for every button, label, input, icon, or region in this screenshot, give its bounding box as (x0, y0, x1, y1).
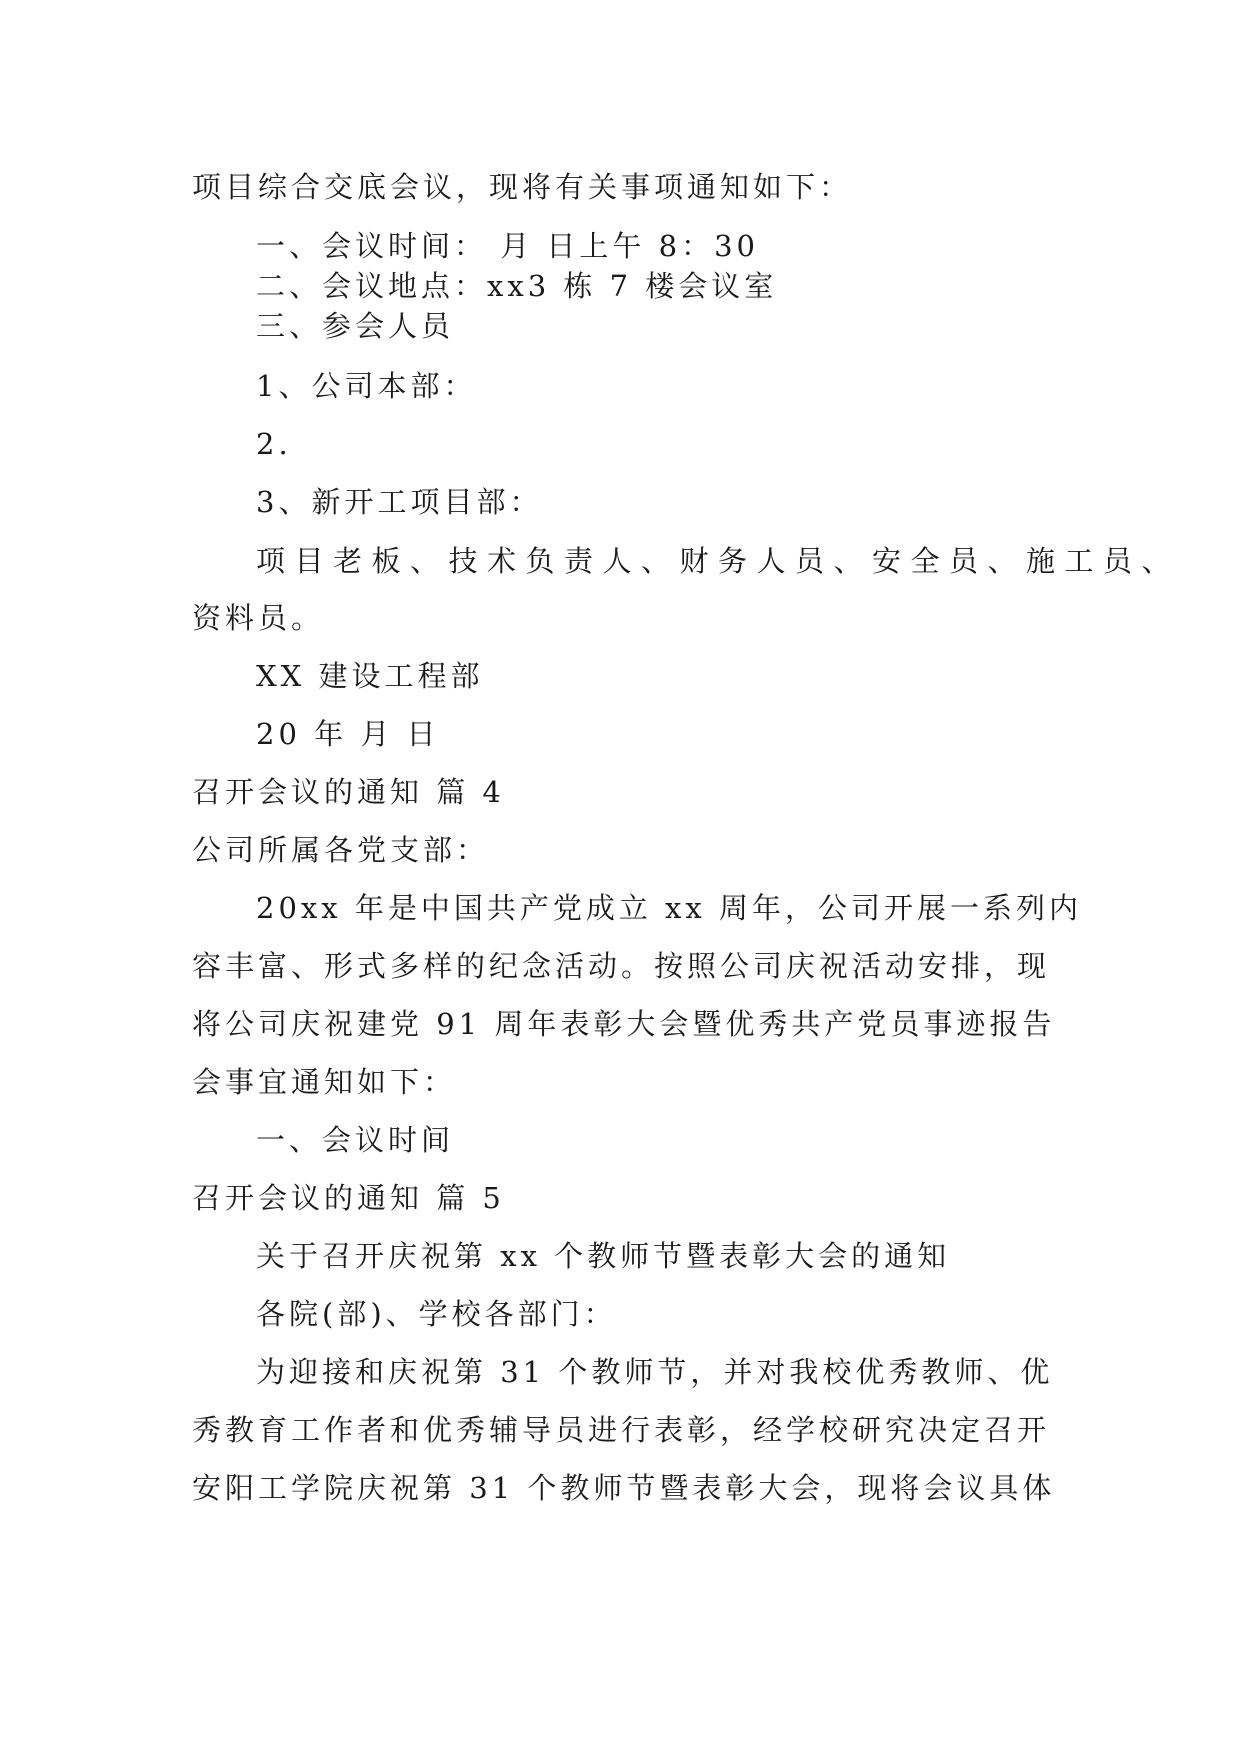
section-heading: 召开会议的通知 篇 5 (192, 1181, 505, 1215)
text-line: 一、会议时间： 月 日上午 8：30 (256, 229, 760, 263)
text-line: 20xx 年是中国共产党成立 xx 周年，公司开展一系列内 (256, 891, 1082, 925)
text-line: 二、会议地点：xx3 栋 7 楼会议室 (256, 269, 778, 303)
text-line: 3、新开工项目部： (256, 485, 543, 519)
text-line: 为迎接和庆祝第 31 个教师节，并对我校优秀教师、优 (256, 1355, 1054, 1389)
text-line: XX 建设工程部 (256, 659, 484, 693)
text-line: 一、会议时间 (256, 1123, 455, 1157)
text-line: 秀教育工作者和优秀辅导员进行表彰，经学校研究决定召开 (192, 1413, 1051, 1447)
text-line: 安阳工学院庆祝第 31 个教师节暨表彰大会，现将会议具体 (192, 1471, 1056, 1505)
text-line: 会事宜通知如下： (192, 1065, 457, 1099)
text-line: 项目老板、技术负责人、财务人员、安全员、施工员、 (256, 544, 1181, 578)
text-line: 2. (256, 427, 292, 461)
section-heading: 召开会议的通知 篇 4 (192, 775, 505, 809)
text-line: 三、参会人员 (256, 309, 455, 343)
text-line: 公司所属各党支部： (192, 833, 490, 867)
text-line: 资料员。 (192, 601, 325, 635)
text-line: 容丰富、形式多样的纪念活动。按照公司庆祝活动安排，现 (192, 949, 1051, 983)
text-line: 关于召开庆祝第 xx 个教师节暨表彰大会的通知 (256, 1239, 951, 1273)
text-line: 1、公司本部： (256, 369, 477, 403)
text-line: 20 年 月 日 (256, 717, 440, 751)
text-line: 将公司庆祝建党 91 周年表彰大会暨优秀共产党员事迹报告 (192, 1007, 1056, 1041)
text-line: 各院(部)、学校各部门： (256, 1297, 617, 1331)
text-line: 项目综合交底会议，现将有关事项通知如下： (192, 170, 853, 204)
